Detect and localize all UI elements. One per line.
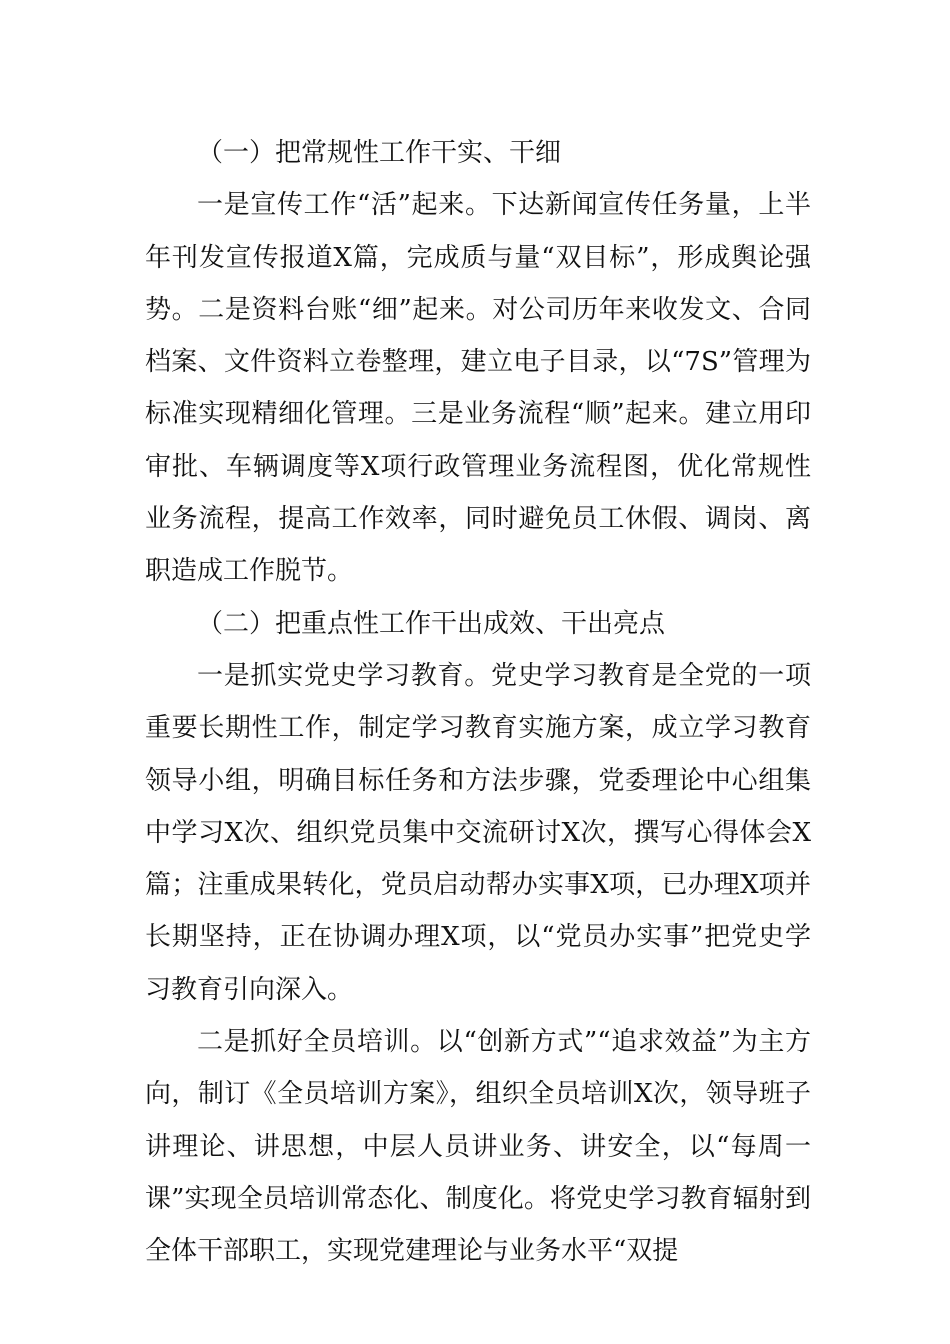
paragraph-staff-training: 二是抓好全员培训。以“创新方式”“追求效益”为主方向，制订《全员培训方案》，组织全员培训X次，领导班子讲理论、讲思想，中层人员讲业务、讲安全，以“每周一课”实现全员培训常态化、制度化。将党史学习教育辐射到全体干部职工，实现党建理论与业务水平“双提 bbox=[145, 1027, 811, 1267]
section-heading-2: （二）把重点性工作干出成效、干出亮点 bbox=[197, 608, 666, 639]
section-heading-1: （一）把常规性工作干实、干细 bbox=[197, 138, 562, 168]
paragraph-publicity-records-workflow: 一是宣传工作“活”起来。下达新闻宣传任务量，上半年刊发宣传报道X篇，完成质与量“双目标”，形成舆论强势。二是资料台账“细”起来。对公司历年来收发文、合同档案、文件资料立卷整理，建立电子目录，以“7S”管理为标准实现精细化管理。三是业务流程“顺”起来。建立用印审批、车辆调度等X项行政管理业务流程图，优化常规性业务流程，提高工作效率，同时避免员工休假、调岗、离职造成工作脱节。 bbox=[145, 190, 811, 587]
paragraph-party-history-education: 一是抓实党史学习教育。党史学习教育是全党的一项重要长期性工作，制定学习教育实施方案，成立学习教育领导小组，明确目标任务和方法步骤，党委理论中心组集中学习X次、组织党员集中交流研讨X次，撰写心得体会X篇；注重成果转化，党员启动帮办实事X项，已办理X项并长期坚持，正在协调办理X项，以“党员办实事”把党史学习教育引向深入。 bbox=[145, 660, 811, 1005]
document-body bbox=[145, 127, 811, 1278]
